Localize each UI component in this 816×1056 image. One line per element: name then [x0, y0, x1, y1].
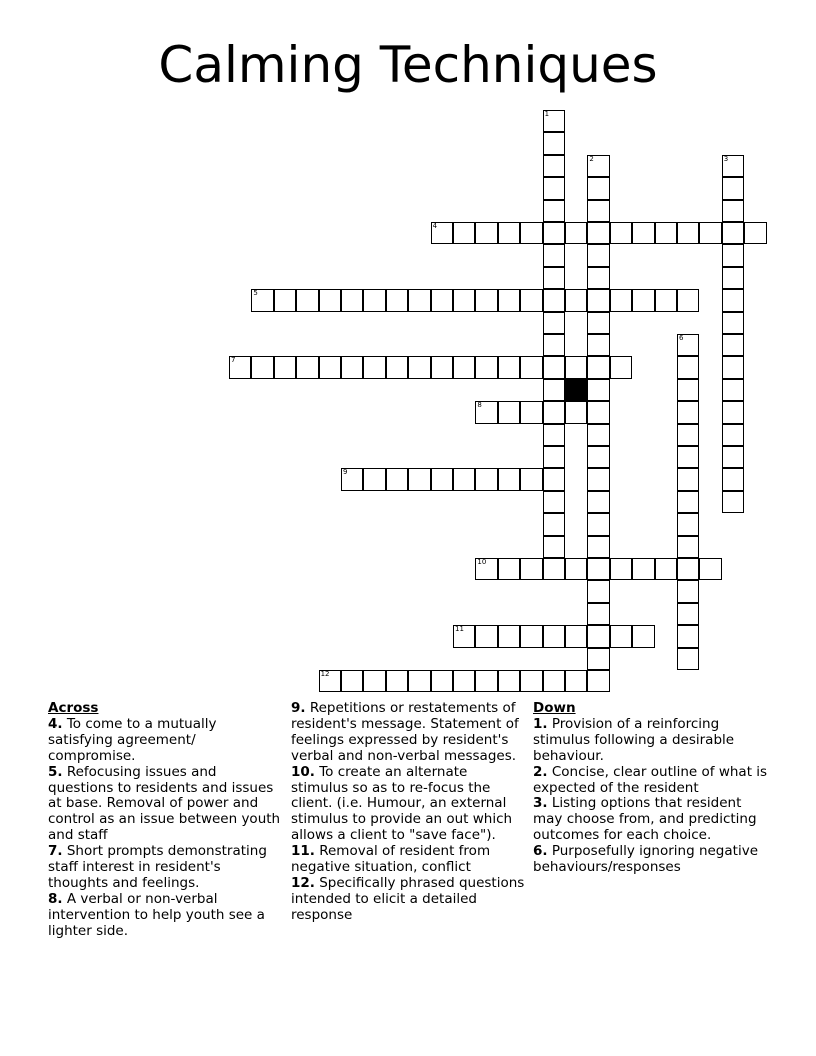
grid-cell[interactable]: [677, 580, 699, 602]
clue-across-7: 7. Short prompts demonstrating staff interest in resident's thoughts and feelings.: [48, 843, 267, 891]
grid-cell[interactable]: [722, 424, 744, 446]
grid-cell[interactable]: [722, 177, 744, 199]
grid-cell[interactable]: [587, 200, 609, 222]
grid-cell[interactable]: [520, 468, 542, 490]
grid-cell[interactable]: [520, 356, 542, 378]
grid-cell[interactable]: [475, 222, 497, 244]
grid-cell[interactable]: [655, 289, 677, 311]
grid-cell[interactable]: [386, 468, 408, 490]
grid-cell[interactable]: [677, 491, 699, 513]
grid-cell[interactable]: [565, 625, 587, 647]
grid-cell[interactable]: [453, 625, 475, 647]
grid-cell[interactable]: [565, 289, 587, 311]
grid-cell[interactable]: [587, 312, 609, 334]
grid-cell[interactable]: [251, 289, 273, 311]
clue-down-2: 2. Concise, clear outline of what is expected of the resident: [533, 763, 768, 796]
grid-cell[interactable]: [543, 200, 565, 222]
grid-cell[interactable]: [431, 468, 453, 490]
grid-cell[interactable]: [722, 155, 744, 177]
page-title: Calming Techniques: [158, 36, 658, 94]
across-clues-col2: [291, 701, 527, 924]
grid-cell[interactable]: [251, 356, 273, 378]
cell-number: 11: [455, 625, 464, 634]
grid-cell[interactable]: [722, 289, 744, 311]
grid-cell[interactable]: [520, 289, 542, 311]
grid-cell[interactable]: [610, 625, 632, 647]
clue-across-5: 5. Refocusing issues and questions to residents and issues at base. Removal of power and control as an issue between youth and staff: [48, 763, 281, 844]
grid-cell[interactable]: [408, 670, 430, 692]
cell-number: 9: [343, 468, 348, 477]
cell-number: 1: [544, 110, 550, 118]
grid-cell[interactable]: [543, 424, 565, 446]
grid-cell[interactable]: [587, 513, 609, 535]
grid-cell[interactable]: [722, 334, 744, 356]
grid-cell[interactable]: [363, 670, 385, 692]
grid-cell[interactable]: [587, 155, 609, 177]
grid-cell[interactable]: [677, 648, 699, 670]
cell-number: 2: [589, 154, 594, 163]
grid-cell[interactable]: [677, 446, 699, 468]
clue-across-9: 9. Repetitions or restatements of resident's message. Statement of feelings expressed by resident's verbal and non-verbal messages.: [291, 700, 519, 764]
grid-cell[interactable]: [363, 468, 385, 490]
grid-cell[interactable]: [319, 289, 341, 311]
grid-cell[interactable]: [543, 468, 565, 490]
cell-number: 6: [679, 334, 684, 342]
grid-cell[interactable]: [341, 468, 363, 490]
cell-number: 7: [231, 356, 236, 365]
grid-cell[interactable]: [475, 289, 497, 311]
grid-cell[interactable]: [475, 401, 497, 423]
grid-cell[interactable]: [453, 356, 475, 378]
grid-cell[interactable]: [431, 222, 453, 244]
grid-cell[interactable]: [520, 222, 542, 244]
grid-cell[interactable]: [610, 558, 632, 580]
grid-cell[interactable]: [341, 670, 363, 692]
grid-cell[interactable]: [677, 625, 699, 647]
grid-cell[interactable]: [341, 289, 363, 311]
grid-cell[interactable]: [677, 603, 699, 625]
grid-cell[interactable]: [587, 536, 609, 558]
grid-cell[interactable]: [408, 468, 430, 490]
grid-cell[interactable]: [587, 379, 609, 401]
grid-cell[interactable]: [520, 401, 542, 423]
cell-number: 12: [320, 670, 330, 678]
grid-cell[interactable]: [543, 222, 565, 244]
grid-cell[interactable]: [722, 401, 744, 423]
grid-cell[interactable]: [386, 289, 408, 311]
grid-cell[interactable]: [587, 558, 609, 580]
grid-cell[interactable]: [363, 356, 385, 378]
grid-cell[interactable]: [408, 356, 430, 378]
grid-cell[interactable]: [319, 356, 341, 378]
grid-cell[interactable]: [722, 244, 744, 266]
clue-across-11: 11. Removal of resident from negative situation, conflict: [291, 843, 491, 876]
grid-cell[interactable]: [274, 289, 296, 311]
grid-cell[interactable]: [587, 603, 609, 625]
grid-cell[interactable]: [543, 401, 565, 423]
grid-cell[interactable]: [543, 155, 565, 177]
grid-cell[interactable]: [520, 625, 542, 647]
down-heading: Down: [533, 700, 576, 716]
grid-cell[interactable]: [543, 244, 565, 266]
grid-cell[interactable]: [610, 356, 632, 378]
grid-cell[interactable]: [722, 356, 744, 378]
grid-cell[interactable]: [587, 401, 609, 423]
grid-cell[interactable]: [610, 289, 632, 311]
grid-cell[interactable]: [655, 222, 677, 244]
grid-cell[interactable]: [587, 244, 609, 266]
clue-down-3: 3. Listing options that resident may choose from, and predicting outcomes for each choice.: [533, 795, 757, 844]
grid-cell[interactable]: [543, 446, 565, 468]
grid-cell[interactable]: [475, 356, 497, 378]
grid-cell[interactable]: [408, 289, 430, 311]
grid-cell[interactable]: [722, 200, 744, 222]
grid-cell[interactable]: [632, 289, 654, 311]
grid-cell[interactable]: [543, 491, 565, 513]
grid-cell[interactable]: [587, 289, 609, 311]
grid-cell[interactable]: [722, 446, 744, 468]
grid-cell[interactable]: [543, 267, 565, 289]
black-square: [565, 379, 587, 401]
grid-cell[interactable]: [677, 222, 699, 244]
grid-cell[interactable]: [722, 379, 744, 401]
grid-cell[interactable]: [319, 670, 341, 692]
grid-cell[interactable]: [587, 356, 609, 378]
grid-cell[interactable]: [677, 424, 699, 446]
grid-cell[interactable]: [565, 222, 587, 244]
grid-cell[interactable]: [386, 356, 408, 378]
grid-cell[interactable]: [677, 289, 699, 311]
grid-cell[interactable]: [587, 580, 609, 602]
grid-cell[interactable]: [587, 625, 609, 647]
grid-cell[interactable]: [587, 468, 609, 490]
cell-number: 3: [723, 154, 729, 163]
grid-cell[interactable]: [565, 558, 587, 580]
grid-cell[interactable]: [543, 558, 565, 580]
grid-cell[interactable]: [543, 334, 565, 356]
grid-cell[interactable]: [632, 222, 654, 244]
grid-cell[interactable]: [565, 670, 587, 692]
grid-cell[interactable]: [699, 558, 721, 580]
grid-cell[interactable]: [341, 356, 363, 378]
grid-cell[interactable]: [744, 222, 766, 244]
grid-cell[interactable]: [543, 625, 565, 647]
grid-cell[interactable]: [543, 110, 565, 132]
grid-cell[interactable]: [543, 356, 565, 378]
cell-number: 8: [477, 401, 482, 410]
grid-cell[interactable]: [498, 625, 520, 647]
clue-across-12: 12. Specifically phrased questions intended to elicit a detailed response: [291, 874, 525, 923]
grid-cell[interactable]: [498, 558, 520, 580]
grid-cell[interactable]: [677, 558, 699, 580]
clue-across-8: 8. A verbal or non-verbal intervention to help youth see a lighter side.: [48, 890, 265, 939]
grid-cell[interactable]: [543, 132, 565, 154]
grid-cell[interactable]: [498, 401, 520, 423]
grid-cell[interactable]: [453, 289, 475, 311]
cell-number: 5: [253, 289, 258, 298]
clue-down-1: 1. Provision of a reinforcing stimulus following a desirable behaviour.: [533, 715, 735, 764]
grid-cell[interactable]: [722, 222, 744, 244]
grid-cell[interactable]: [363, 289, 385, 311]
grid-cell[interactable]: [498, 289, 520, 311]
grid-cell[interactable]: [677, 334, 699, 356]
clue-down-6: 6. Purposefully ignoring negative behaviours/responses: [533, 843, 758, 876]
grid-cell[interactable]: [565, 401, 587, 423]
grid-cell[interactable]: [699, 222, 721, 244]
across-heading: Across: [48, 700, 99, 716]
grid-cell[interactable]: [655, 558, 677, 580]
grid-cell[interactable]: [475, 468, 497, 490]
grid-cell[interactable]: [587, 446, 609, 468]
grid-cell[interactable]: [543, 289, 565, 311]
grid-cell[interactable]: [722, 312, 744, 334]
grid-cell[interactable]: [431, 289, 453, 311]
cell-number: 4: [432, 222, 438, 230]
grid-cell[interactable]: [565, 356, 587, 378]
grid-cell[interactable]: [677, 356, 699, 378]
grid-cell[interactable]: [587, 334, 609, 356]
clue-across-10: 10. To create an alternate stimulus so as to re-focus the client. (i.e. Humour, an external stimulus to provide an out which allows a client to "save face").: [291, 763, 513, 844]
clue-across-4: 4. To come to a mutually satisfying agreement/ compromise.: [48, 715, 217, 764]
grid-cell[interactable]: [274, 356, 296, 378]
grid-cell[interactable]: [431, 356, 453, 378]
grid-cell[interactable]: [677, 401, 699, 423]
grid-cell[interactable]: [722, 267, 744, 289]
grid-cell[interactable]: [296, 289, 318, 311]
grid-cell[interactable]: [498, 468, 520, 490]
grid-cell[interactable]: [610, 222, 632, 244]
grid-cell[interactable]: [520, 558, 542, 580]
grid-cell[interactable]: [453, 222, 475, 244]
grid-cell[interactable]: [520, 670, 542, 692]
grid-cell[interactable]: [386, 670, 408, 692]
grid-cell[interactable]: [587, 177, 609, 199]
grid-cell[interactable]: [543, 536, 565, 558]
grid-cell[interactable]: [498, 222, 520, 244]
grid-cell[interactable]: [475, 625, 497, 647]
grid-cell[interactable]: [498, 356, 520, 378]
grid-cell[interactable]: [543, 312, 565, 334]
grid-cell[interactable]: [677, 536, 699, 558]
down-clues: [533, 701, 773, 876]
cell-number: 10: [477, 558, 487, 566]
grid-cell[interactable]: [632, 625, 654, 647]
grid-cell[interactable]: [543, 177, 565, 199]
grid-cell[interactable]: [587, 267, 609, 289]
grid-cell[interactable]: [543, 379, 565, 401]
grid-cell[interactable]: [587, 670, 609, 692]
grid-cell[interactable]: [677, 468, 699, 490]
grid-cell[interactable]: [632, 558, 654, 580]
grid-cell[interactable]: [722, 468, 744, 490]
grid-cell[interactable]: [543, 670, 565, 692]
grid-cell[interactable]: [453, 468, 475, 490]
grid-cell[interactable]: [229, 356, 251, 378]
grid-cell[interactable]: [475, 670, 497, 692]
grid-cell[interactable]: [587, 222, 609, 244]
grid-cell[interactable]: [587, 424, 609, 446]
grid-cell[interactable]: [296, 356, 318, 378]
grid-cell[interactable]: [431, 670, 453, 692]
grid-cell[interactable]: [587, 491, 609, 513]
grid-cell[interactable]: [722, 491, 744, 513]
grid-cell[interactable]: [453, 670, 475, 692]
grid-cell[interactable]: [475, 558, 497, 580]
grid-cell[interactable]: [677, 379, 699, 401]
grid-cell[interactable]: [498, 670, 520, 692]
grid-cell[interactable]: [543, 513, 565, 535]
grid-cell[interactable]: [677, 513, 699, 535]
grid-cell[interactable]: [587, 648, 609, 670]
across-clues-col1: [48, 701, 284, 940]
